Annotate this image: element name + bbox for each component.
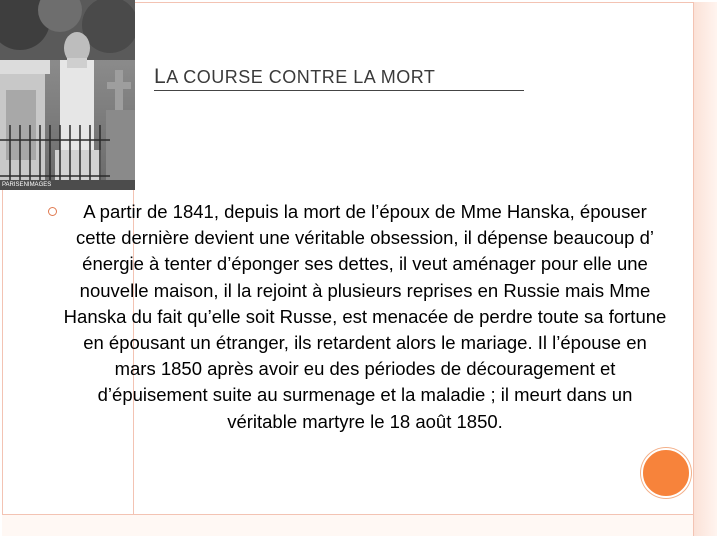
slide-title-initial: L: [154, 65, 167, 88]
slide-title-rest: A COURSE CONTRE LA MORT: [166, 67, 436, 87]
slide-title: [154, 66, 524, 91]
slide-frame-right-band: [693, 2, 717, 536]
bullet-circle-icon: [48, 207, 57, 216]
slide-body-text: A partir de 1841, depuis la mort de l’époux de Mme Hanska, épouser cette dernière devient une véritable obsession, il dépense beaucoup d’ énergie à tenter d’éponger ses dettes, il veut aménager pour elle une nouvelle maison, il la rejoint à plusieurs reprises en Russie mais Mme Hanska du fait qu’elle soit Russe, est menacée de perdre toute sa fortune en épousant un étranger, ils retardent alors le mariage. Il l’épouse en mars 1850 après avoir eu des périodes de découragement et d’épuisement suite au surmenage et la maladie ; il meurt dans un véritable martyre le 18 août 1850.: [63, 201, 667, 432]
tomb-photo: [0, 0, 135, 190]
orange-circle-decoration: [641, 448, 691, 498]
slide-frame-bottom-band: [2, 514, 693, 536]
photo-caption: PARISENIMAGES: [2, 182, 52, 188]
